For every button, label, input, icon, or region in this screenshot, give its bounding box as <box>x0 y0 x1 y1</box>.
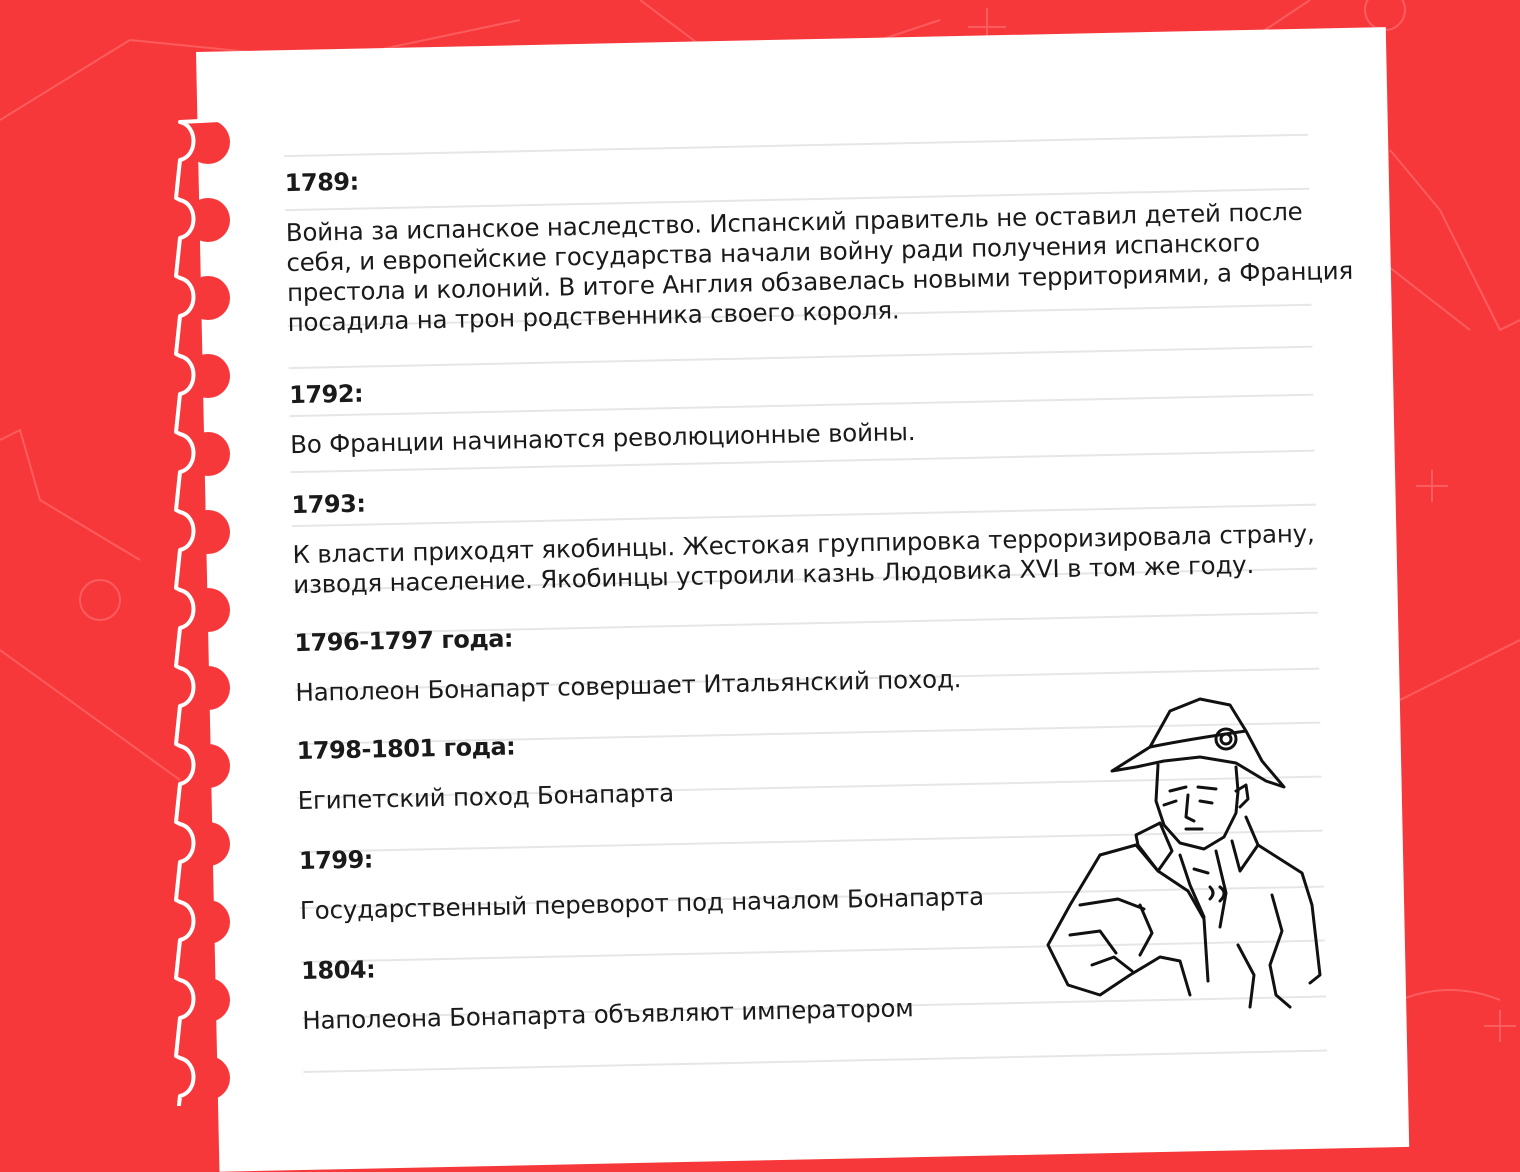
entry-description: Египетский поход Бонапарта <box>297 778 675 816</box>
entry-year: 1796-1797 года: <box>294 624 514 658</box>
timeline-entry <box>284 146 1357 338</box>
entry-year: 1789: <box>284 167 359 198</box>
entry-description: Наполеона Бонапарта объявляют императором <box>302 993 914 1035</box>
entry-description: К власти приходят якобинцы. Жестокая группировка терроризировала страну, изводя население. Якобинцы устроили казнь Людовика XVI в том же году. <box>292 518 1315 600</box>
entry-description: Наполеон Бонапарт совершает Итальянский поход. <box>295 664 962 708</box>
entry-year: 1793: <box>291 489 366 520</box>
entry-year: 1798-1801 года: <box>296 732 516 766</box>
entry-description: Во Франции начинаются революционные войны. <box>289 417 916 460</box>
entry-year: 1799: <box>298 845 374 876</box>
torn-edge <box>140 90 240 1106</box>
entry-year: 1804: <box>300 955 376 985</box>
entry-year: 1792: <box>288 379 364 410</box>
napoleon-illustration <box>1040 695 1330 1025</box>
entry-description: Государственный переворот под началом Бонапарта <box>299 881 985 926</box>
entry-description: Война за испанское наследство. Испанский правитель не оставил детей после себя, и европейские государства начали войну ради получения испанского престола и колоний. В итоге Англия обзавелась новыми территориями, а Франция посадила на трон родственника своего короля. <box>285 196 1354 338</box>
timeline-entry <box>291 468 1363 600</box>
